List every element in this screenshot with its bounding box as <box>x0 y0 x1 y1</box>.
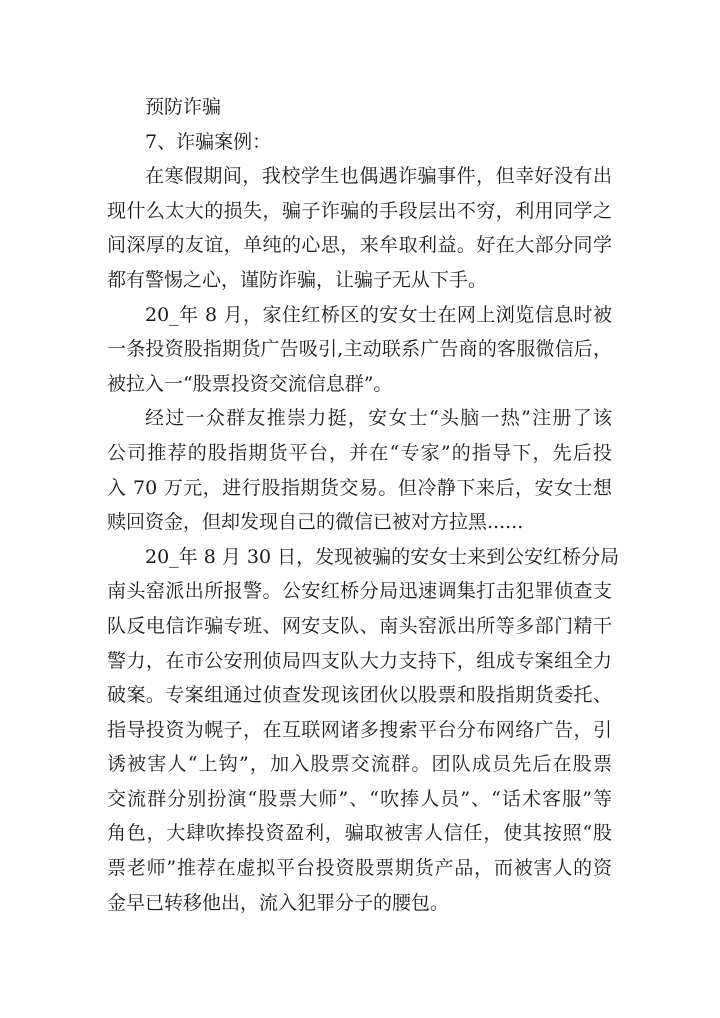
paragraph-line: 角色，大肆吹捧投资盈利，骗取被害人信任，使其按照“股 <box>107 822 612 845</box>
paragraph-line: 赎回资金，但却发现自己的微信已被对方拉黑...... <box>107 511 524 534</box>
paragraph-line: 经过一众群友推崇力挺，安女士“头脑一热”注册了该 <box>145 407 612 430</box>
paragraph-line: 交流群分别扮演“股票大师”、“吹捧人员”、“话术客服”等 <box>107 787 612 810</box>
paragraph-line: 间深厚的友谊，单纯的心思，来牟取利益。好在大部分同学 <box>107 234 612 257</box>
paragraph-case-start <box>107 298 612 402</box>
document-heading: 预防诈骗 <box>145 96 222 118</box>
paragraph-line: 在寒假期间，我校学生也偶遇诈骗事件，但幸好没有出 <box>145 165 612 188</box>
paragraph-line: 警力，在市公安刑侦局四支队大力支持下，组成专案组全力 <box>107 649 612 672</box>
paragraph-line: 20_年 8 月 30 日，发现被骗的安女士来到公安红桥分局 <box>145 545 620 568</box>
paragraph-line: 队反电信诈骗专班、网安支队、南头窑派出所等多部门精干 <box>107 614 612 637</box>
paragraph-line: 一条投资股指期货广告吸引,主动联系广告商的客服微信后， <box>107 338 612 361</box>
paragraph-line: 南头窑派出所报警。公安红桥分局迅速调集打击犯罪侦查支 <box>107 580 612 603</box>
paragraph-line: 被拉入一“股票投资交流信息群”。 <box>107 372 393 395</box>
paragraph-police-report <box>107 540 620 921</box>
section-title: 7、诈骗案例： <box>145 130 272 153</box>
paragraph-line: 入 70 万元，进行股指期货交易。但冷静下来后，安女士想 <box>107 476 612 499</box>
paragraph-investment <box>107 401 612 539</box>
paragraph-line: 破案。专案组通过侦查发现该团伙以股票和股指期货委托、 <box>107 684 612 707</box>
paragraph-line: 金早已转移他出，流入犯罪分子的腰包。 <box>107 891 450 914</box>
document-page <box>107 90 620 920</box>
paragraph-line: 诱被害人“上钩”，加入股票交流群。团队成员先后在股票 <box>107 753 612 776</box>
paragraph-line: 票老师”推荐在虚拟平台投资股票期货产品，而被害人的资 <box>107 857 612 880</box>
paragraph-line: 指导投资为幌子，在互联网诸多搜索平台分布网络广告，引 <box>107 718 612 741</box>
paragraph-intro <box>107 159 612 297</box>
paragraph-line: 公司推荐的股指期货平台，并在“专家”的指导下，先后投 <box>107 441 612 464</box>
paragraph-line: 现什么太大的损失，骗子诈骗的手段层出不穷，利用同学之 <box>107 199 612 222</box>
paragraph-line: 都有警惕之心，谨防诈骗，让骗子无从下手。 <box>107 268 488 291</box>
paragraph-line: 20_年 8 月，家住红桥区的安女士在网上浏览信息时被 <box>145 303 612 326</box>
